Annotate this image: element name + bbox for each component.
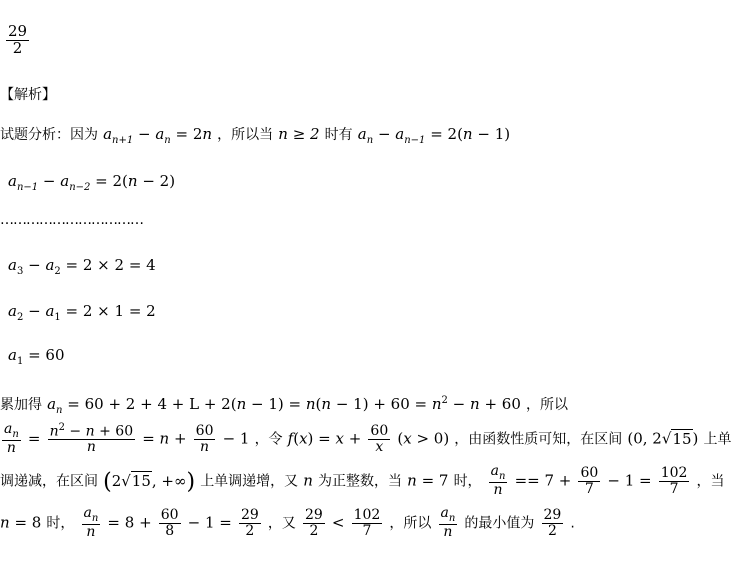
- line1-prefix: 试题分析：因为: [0, 127, 98, 143]
- div-text3: 上单: [703, 431, 731, 448]
- line1-mid2: 时有: [324, 127, 353, 143]
- line1-mid: ，所以当: [217, 127, 274, 143]
- mono-text1: 调递减，在区间: [0, 473, 98, 490]
- div-text2: ，由函数性质可知，在区间: [454, 431, 623, 448]
- formula-a2-a1: $a_2 - a_1 = 2 \times 1 = 2$: [8, 302, 156, 323]
- difference-formula: $a_n - a_{n-1} = 2(n - 1)$: [357, 125, 511, 146]
- formula-a3-a2: $a_3 - a_2 = 2 \times 2 = 4$: [8, 256, 156, 277]
- sum-line: [0, 394, 568, 416]
- sum-formula: $a_n = 60 + 2 + 4 + L + 2(n - 1) = n(n - 1) + 60 = n^2 - n + 60$: [47, 395, 521, 416]
- line1-cond: n ≥ 2: [278, 125, 320, 143]
- formula-line-2: $a_{n-1} - a_{n-2} = 2(n - 2)$: [8, 172, 176, 193]
- sum-prefix: 累加得: [0, 397, 42, 413]
- analysis-line-1: [0, 124, 510, 146]
- last-text2: ，又: [267, 515, 296, 532]
- last-text4: 的最小值为: [464, 515, 535, 532]
- sum-suffix: ，所以: [525, 397, 568, 413]
- function-def: f(x) = x +: [287, 429, 362, 448]
- interval-1: (0, 2√15): [627, 429, 699, 448]
- last-text5: .: [570, 515, 575, 532]
- section-label: 【解析】: [0, 87, 56, 103]
- mono-text2: 上单调递增，又: [200, 473, 299, 490]
- mono-text5: ，当: [696, 473, 725, 490]
- division-line: $\frac{a_n}{n}$ = $\frac{n^2 - n + 60}{n}$ = n + $\frac{60}{n}$ − 1 ，令 f(x) = x + $\frac{60}{x}$ (x > 0) ，由函数性质可知，在区间 (0, 2√15) 上单: [4, 421, 731, 457]
- mono-text4: 时，: [453, 473, 482, 490]
- formula-a1: $a_1 = 60$: [8, 346, 65, 367]
- div-text1: ，令: [254, 431, 283, 448]
- interval-2: (2√15, +∞): [103, 469, 196, 494]
- last-text3: ，所以: [389, 515, 432, 532]
- ellipsis-line: ……………………………: [0, 212, 143, 228]
- last-line: n = 8 时， $\frac{a_n}{n}$ = 8 + $\frac{60}{8}$ − 1 = $\frac{29}{2}$ ，又 $\frac{29}{2}$ < $\frac{102}{7}$ ，所以 $\frac{a_n}{n}$ 的最小值为 $\frac{29}{2}$ .: [0, 505, 575, 541]
- monotonic-line: 调递减，在区间 (2√15, +∞) 上单调递增，又 n 为正整数，当 n = 7 时， $\frac{a_n}{n}$ == 7 + $\frac{60}{7}$ − 1 = $\frac{102}{7}$ ，当: [0, 463, 725, 499]
- recurrence-formula: $a_{n+1} - a_n = 2n$: [103, 125, 213, 146]
- mono-text3: 为正整数，当: [318, 473, 403, 490]
- answer-fraction: [4, 24, 31, 57]
- last-text1: 时，: [46, 515, 75, 532]
- answer-denominator: 2: [12, 38, 23, 57]
- answer-numerator: 29: [8, 22, 28, 40]
